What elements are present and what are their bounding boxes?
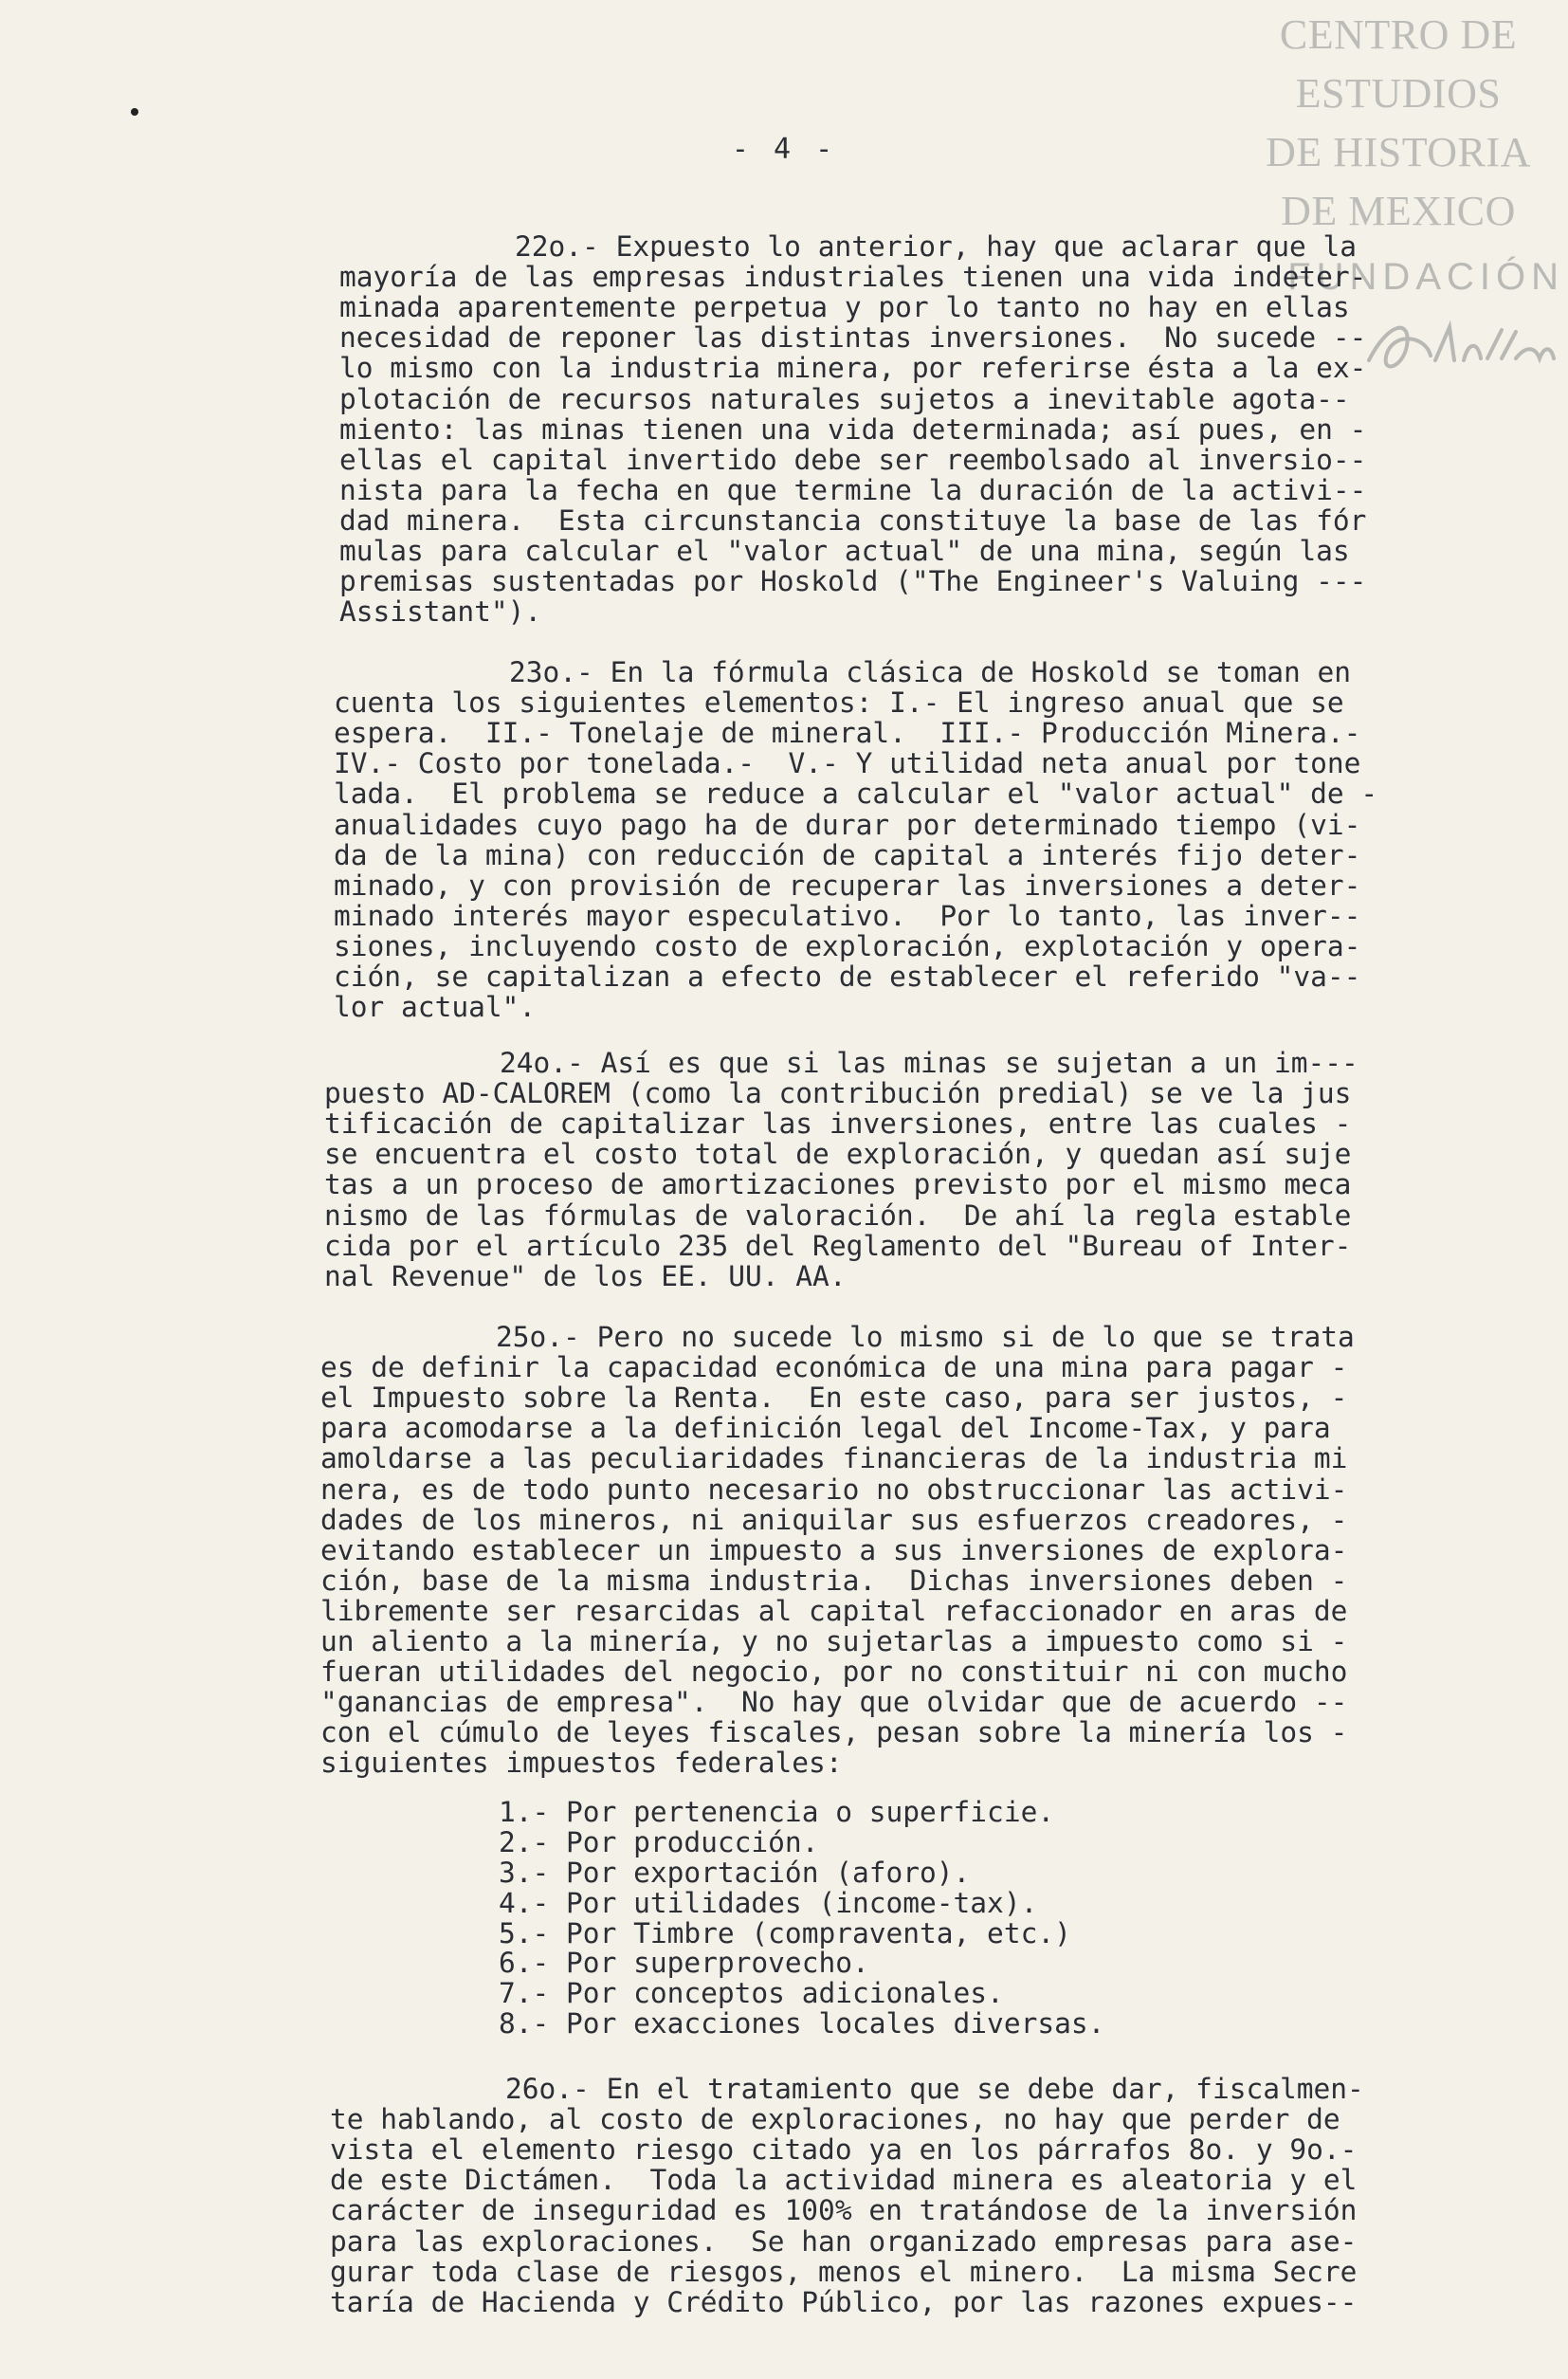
text-line: fueran utilidades del negocio, por no constituir ni con mucho xyxy=(320,1656,1348,1689)
text-line: un aliento a la minería, y no sujetarlas a impuesto como si - xyxy=(320,1625,1348,1658)
text-line: gurar toda clase de riesgos, menos el minero. La misma Secre xyxy=(330,2255,1358,2288)
text-line: nera, es de todo punto necesario no obstruccionar las activi- xyxy=(320,1473,1348,1506)
text-line: para las exploraciones. Se han organizado empresas para ase- xyxy=(330,2224,1358,2258)
paragraph-25 xyxy=(320,1291,1355,1839)
list-item: 7.- Por conceptos adicionales. xyxy=(499,1977,1004,2010)
text-line: Assistant"). xyxy=(339,595,542,629)
text-line: cida por el artículo 235 del Reglamento del "Bureau of Inter- xyxy=(324,1229,1352,1262)
text-line: premisas sustentadas por Hoskold ("The Engineer's Valuing --- xyxy=(339,565,1367,598)
text-line: mulas para calcular el "valor actual" de una mina, según las xyxy=(339,535,1350,568)
text-line: amoldarse a las peculiaridades financieras de la industria mi xyxy=(320,1442,1348,1475)
text-line: cuenta los siguientes elementos: I.- El ingreso anual que se xyxy=(334,686,1344,720)
text-line: "ganancias de empresa". No hay que olvidar que de acuerdo -- xyxy=(320,1686,1348,1719)
list-item: 6.- Por superprovecho. xyxy=(499,1947,869,1980)
text-line: evitando establecer un impuesto a sus inversiones de explora- xyxy=(320,1533,1348,1566)
text-line: lo mismo con la industria minera, por referirse ésta a la ex- xyxy=(339,352,1367,385)
text-line: lada. El problema se reduce a calcular el "valor actual" de - xyxy=(334,778,1378,811)
page-number: - 4 - xyxy=(731,133,837,166)
text-line: tas a un proceso de amortizaciones previsto por el mismo meca xyxy=(324,1168,1352,1201)
text-line: siones, incluyendo costo de exploración, explotación y opera- xyxy=(334,929,1361,962)
text-line: plotación de recursos naturales sujetos a inevitable agota-- xyxy=(339,382,1350,415)
watermark-line: CENTRO DE xyxy=(1279,11,1518,58)
text-line: 24o.- Así es que si las minas se sujetan a un im--- xyxy=(500,1047,1358,1080)
text-line: dad minera. Esta circunstancia constituye la base de las fór xyxy=(339,503,1367,537)
text-line: 26o.- En el tratamiento que se debe dar, fiscalmen- xyxy=(505,2073,1364,2106)
text-line: nista para la fecha en que termine la duración de la activi-- xyxy=(339,473,1367,506)
text-line: carácter de inseguridad es 100% en tratándose de la inversión xyxy=(330,2194,1358,2227)
paragraph-26 xyxy=(330,2043,1364,2378)
text-line: minado, y con provisión de recuperar las inversiones a deter- xyxy=(334,869,1361,902)
text-line: necesidad de reponer las distintas inversiones. No sucede -- xyxy=(339,321,1367,355)
list-item: 2.- Por producción. xyxy=(499,1825,819,1858)
text-line: puesto AD-CALOREM (como la contribución predial) se ve la jus xyxy=(324,1077,1352,1110)
text-line: vista el elemento riesgo citado ya en los párrafos 8o. y 9o.- xyxy=(330,2133,1358,2167)
text-line: dades de los mineros, ni aniquilar sus esfuerzos creadores, - xyxy=(320,1503,1348,1536)
text-line: IV.- Costo por tonelada.- V.- Y utilidad neta anual por tone xyxy=(334,747,1361,780)
text-line: 25o.- Pero no sucede lo mismo si de lo que se trata xyxy=(496,1321,1355,1354)
list-item: 4.- Por utilidades (income-tax). xyxy=(499,1886,1038,1919)
text-line: el Impuesto sobre la Renta. En este caso, para ser justos, - xyxy=(320,1382,1348,1415)
list-item: 5.- Por Timbre (compraventa, etc.) xyxy=(499,1916,1071,1949)
text-line: minada aparentemente perpetua y por lo tanto no hay en ellas xyxy=(339,291,1350,324)
list-item: 1.- Por pertenencia o superficie. xyxy=(499,1795,1055,1828)
text-line: ellas el capital invertido debe ser reembolsado al inversio-- xyxy=(339,443,1367,476)
text-line: tificación de capitalizar las inversiones, entre las cuales - xyxy=(324,1107,1352,1141)
watermark-foundation: FUNDACIÓN xyxy=(1287,256,1564,298)
watermark-line: DE HISTORIA xyxy=(1266,129,1531,175)
text-line: miento: las minas tienen una vida determinada; así pues, en - xyxy=(339,412,1367,446)
text-line: de este Dictámen. Toda la actividad minera es aleatoria y el xyxy=(330,2164,1358,2197)
text-line: 22o.- Expuesto lo anterior, hay que aclarar que la xyxy=(515,230,1358,264)
text-line: ción, base de la misma industria. Dichas inversiones deben - xyxy=(320,1564,1348,1597)
watermark-signature xyxy=(1359,303,1559,389)
text-line: anualidades cuyo pago ha de durar por determinado tiempo (vi- xyxy=(334,808,1361,841)
watermark-line: DE MEXICO xyxy=(1281,188,1516,234)
text-line: se encuentra el costo total de exploración, y quedan así suje xyxy=(324,1138,1352,1171)
list-item: 3.- Por exportación (aforo). xyxy=(499,1856,971,1889)
text-line: nismo de las fórmulas de valoración. De ahí la regla estable xyxy=(324,1199,1352,1232)
paragraph-23 xyxy=(334,627,1377,1083)
list-item: 8.- Por exacciones locales diversas. xyxy=(499,2007,1105,2040)
text-line: te hablando, al costo de exploraciones, no hay que perder de xyxy=(330,2103,1340,2136)
text-line: ción, se capitalizan a efecto de establecer el referido "va-- xyxy=(334,961,1361,994)
paragraph-22 xyxy=(339,201,1366,688)
text-line: para acomodarse a la definición legal del Income-Tax, y para xyxy=(320,1412,1331,1445)
text-line: da de la mina) con reducción de capital a interés fijo deter- xyxy=(334,838,1361,871)
text-line: taría de Hacienda y Crédito Público, por las razones expues-- xyxy=(330,2285,1358,2318)
text-line: espera. II.- Tonelaje de mineral. III.- Producción Minera.- xyxy=(334,717,1361,750)
text-line: minado interés mayor especulativo. Por lo tanto, las inver-- xyxy=(334,899,1361,932)
text-line: mayoría de las empresas industriales tienen una vida indeter- xyxy=(339,261,1367,294)
text-line: nal Revenue" de los EE. UU. AA. xyxy=(324,1259,847,1292)
text-line: libremente ser resarcidas al capital refaccionador en aras de xyxy=(320,1594,1348,1627)
ink-dot xyxy=(131,108,138,116)
text-line: siguientes impuestos federales: xyxy=(320,1747,843,1780)
text-line: lor actual". xyxy=(334,991,537,1024)
text-line: 23o.- En la fórmula clásica de Hoskold se toman en xyxy=(509,656,1352,689)
text-line: es de definir la capacidad económica de una mina para pagar - xyxy=(320,1351,1348,1384)
text-line: con el cúmulo de leyes fiscales, pesan sobre la minería los - xyxy=(320,1716,1348,1749)
watermark-line: ESTUDIOS xyxy=(1295,70,1502,117)
